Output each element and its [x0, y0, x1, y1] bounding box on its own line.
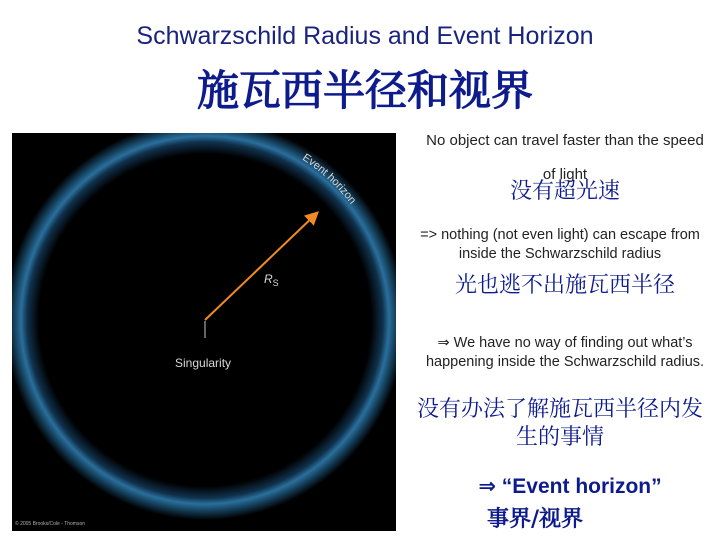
implies-symbol: ⇒ — [437, 335, 450, 351]
title-chinese: 施瓦西半径和视界 — [196, 66, 533, 115]
event-horizon-diagram — [12, 133, 396, 531]
text-no-way-of-knowing-body: We have no way of finding out what’s happening inside the Schwarzschild radius. — [425, 335, 705, 370]
text-event-horizon — [430, 474, 710, 499]
singularity-label: Singularity — [175, 356, 232, 370]
text-no-way-of-knowing — [420, 334, 710, 372]
text-event-horizon-body: “Event horizon” — [501, 475, 662, 498]
implies-symbol-2: ⇒ — [478, 474, 496, 498]
text-nothing-escapes: => nothing (not even light) can escape from inside the Schwarzschild radius — [420, 227, 700, 262]
text-nothing-escapes-zh: 光也逃不出施瓦西半径 — [454, 273, 675, 298]
event-horizon-label: Event horizon — [300, 151, 359, 207]
title-english: Schwarzschild Radius and Event Horizon — [136, 22, 594, 50]
text-event-horizon-zh: 事界/视界 — [486, 506, 584, 532]
radius-label: $R_S$ — [264, 272, 279, 288]
text-speed-of-light-zh: 没有超光速 — [509, 179, 620, 204]
text-speed-of-light: No object can travel faster than the speed of light — [426, 132, 704, 183]
copyright-note: © 2005 Brooks/Cole - Thomson — [15, 521, 86, 527]
event-horizon-figure — [12, 133, 396, 531]
text-no-way-of-knowing-zh: 没有办法了解施瓦西半径内发生的事情 — [416, 397, 703, 450]
